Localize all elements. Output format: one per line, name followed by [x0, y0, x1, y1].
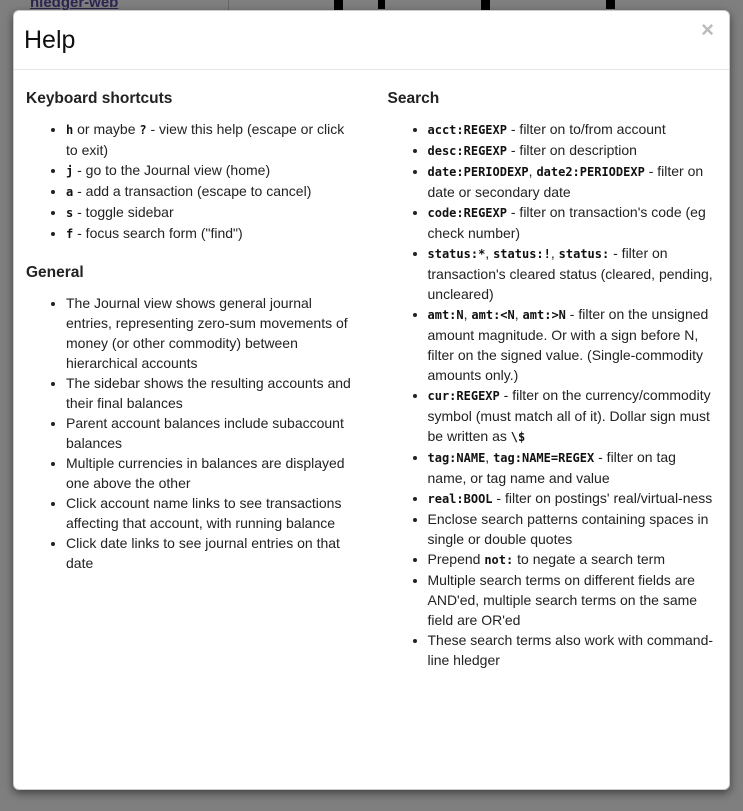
help-item: • amt:N, amt:<N, amt:>N - filter on the unsigned amount magnitude. Or with a sign before N, filter on the signed value. (Single-commodity amounts only.) [428, 304, 718, 385]
modal-body [14, 70, 729, 680]
code-term: amt:<N [471, 308, 515, 322]
code-term: status:! [493, 247, 551, 261]
help-item: • Click date links to see journal entries on that date [66, 533, 357, 573]
help-item: • Prepend not: to negate a search term [428, 549, 718, 570]
help-modal [13, 10, 730, 790]
code-term: not: [484, 553, 514, 567]
help-item: • Parent account balances include subaccount balances [66, 413, 357, 453]
close-icon[interactable]: × [701, 17, 714, 42]
help-item: • desc:REGEXP - filter on description [428, 140, 718, 161]
help-item: • a - add a transaction (escape to cancel) [66, 181, 357, 202]
code-term: real:BOOL [427, 492, 493, 506]
section-heading: General [26, 264, 84, 281]
help-item: • Enclose search patterns containing spaces in single or double quotes [428, 509, 718, 549]
help-item: • The sidebar shows the resulting accounts and their final balances [66, 373, 357, 413]
help-column-right [372, 70, 718, 680]
code-term: tag:NAME=REGEX [493, 451, 595, 465]
help-item: • cur:REGEXP - filter on the currency/commodity symbol (must match all of it). Dollar sign must be written as \$ [428, 385, 718, 447]
help-item: • j - go to the Journal view (home) [66, 160, 357, 181]
help-item: • h or maybe ? - view this help (escape or click to exit) [66, 119, 357, 160]
help-item: • Multiple currencies in balances are displayed one above the other [66, 453, 357, 493]
help-item: • Click account name links to see transactions affecting that account, with running balance [66, 493, 357, 533]
code-term: acct:REGEXP [427, 123, 507, 137]
help-list [26, 119, 357, 244]
help-item: • status:*, status:!, status: - filter on transaction's cleared status (cleared, pending, uncleared) [428, 243, 718, 304]
help-item: • The Journal view shows general journal entries, representing zero-sum movements of money (or other commodity) between hierarchical accounts [66, 293, 357, 373]
help-item: • date:PERIODEXP, date2:PERIODEXP - filter on date or secondary date [428, 161, 718, 202]
code-term: status:* [427, 247, 486, 261]
modal-title: Help [24, 26, 76, 54]
modal-header [14, 11, 729, 70]
section-heading: Search [387, 90, 440, 107]
help-list [388, 119, 718, 670]
code-term: amt:>N [522, 308, 566, 322]
code-term: h [66, 123, 74, 137]
section-heading: Keyboard shortcuts [26, 90, 173, 107]
help-item: • tag:NAME, tag:NAME=REGEX - filter on tag name, or tag name and value [428, 447, 718, 488]
code-term: a [66, 185, 74, 199]
code-term: s [66, 206, 74, 220]
help-item: • acct:REGEXP - filter on to/from account [428, 119, 718, 140]
code-term: amt:N [427, 308, 464, 322]
code-term: code:REGEXP [427, 206, 507, 220]
help-column-left [26, 70, 372, 680]
code-term: f [66, 227, 74, 241]
code-term: date2:PERIODEXP [536, 165, 645, 179]
help-item: • These search terms also work with command-line hledger [428, 630, 718, 670]
help-item: • Multiple search terms on different fields are AND'ed, multiple search terms on the same field are OR'ed [428, 570, 718, 630]
code-term: \$ [510, 430, 526, 444]
code-term: cur:REGEXP [427, 389, 500, 403]
code-term: ? [139, 123, 147, 137]
code-term: desc:REGEXP [427, 144, 507, 158]
code-term: tag:NAME [427, 451, 486, 465]
code-term: j [66, 164, 74, 178]
help-item: • s - toggle sidebar [66, 202, 357, 223]
help-item: • f - focus search form ("find") [66, 223, 357, 244]
help-item: • code:REGEXP - filter on transaction's code (eg check number) [428, 202, 718, 243]
code-term: date:PERIODEXP [427, 165, 529, 179]
help-list [26, 293, 357, 573]
code-term: status: [558, 247, 610, 261]
help-item: • real:BOOL - filter on postings' real/virtual-ness [428, 488, 718, 509]
